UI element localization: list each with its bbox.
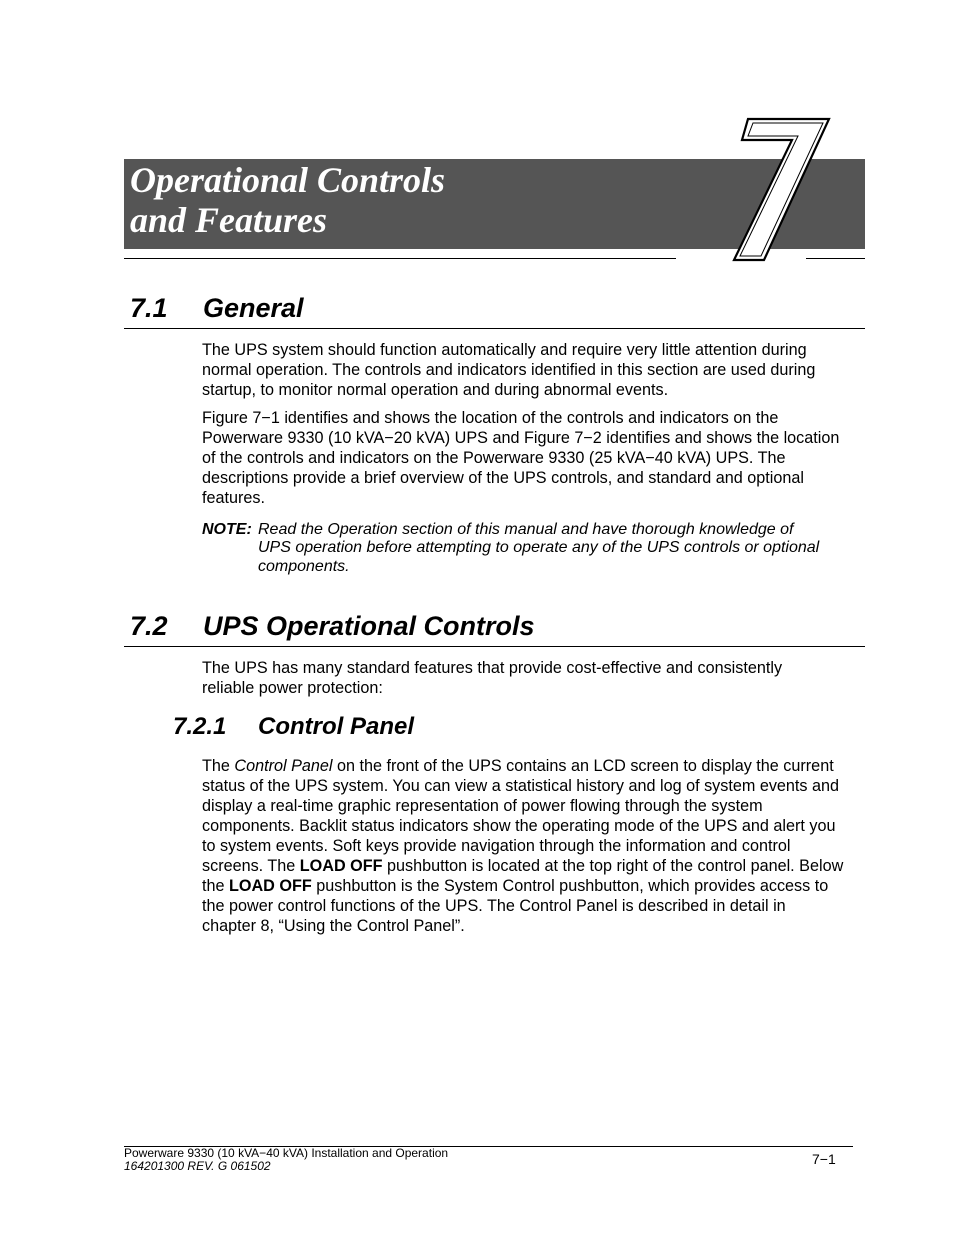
section-rule — [124, 646, 865, 647]
footer-doc-revision: 164201300 REV. G 061502 — [124, 1159, 271, 1173]
subsection-heading: Control Panel — [258, 713, 415, 740]
note — [202, 521, 822, 576]
paragraph-control-panel — [202, 756, 844, 936]
chapter-title-line2: and Features — [130, 200, 328, 240]
section-number: 7.1 — [130, 293, 168, 323]
page-number: 7−1 — [812, 1151, 836, 1167]
chapter-title-line1: Operational Controls — [130, 160, 446, 200]
emphasis-control-panel: Control Panel — [234, 757, 333, 775]
text-segment: pushbutton is located at the top right of the control panel. Below the — [202, 857, 844, 895]
section-title-general — [130, 292, 304, 324]
text-segment: on the front of the UPS contains an LCD screen to display the current status of the UPS system. You can view a statistical history and log of system events and display a real-time graphic representation of power flowing through the system components. Backlit status indicators show the operating mode of the UPS and alert you to system events. Soft keys provide navigation through the information and control screens. The — [202, 757, 840, 875]
paragraph: The UPS system should function automatically and require very little attention during normal operation. The controls and indicators identified in this section are used during startup, to monitor normal operation and during abnormal events. — [202, 341, 816, 399]
section-heading: General — [203, 293, 304, 323]
paragraph: Figure 7−1 identifies and shows the location of the controls and indicators on the Powerware 9330 (10 kVA−20 kVA) UPS and Figure 7−2 identifies and shows the location of the controls and indicators on the Powerware 9330 (25 kVA−40 kVA) UPS. The descriptions provide a brief overview of the UPS controls, and standard and optional features. — [202, 409, 840, 507]
section-rule — [124, 328, 865, 329]
text-segment: pushbutton is the System Control pushbutton, which provides access to the power control functions of the UPS. The Control Panel is described in detail in chapter 8, “Using the Control Panel”. — [202, 877, 829, 935]
subsection-title-control-panel — [173, 713, 414, 741]
chapter-title — [130, 160, 690, 240]
section-number: 7.2 — [130, 611, 168, 641]
section-title-ups-controls — [130, 610, 535, 642]
section-heading: UPS Operational Controls — [203, 611, 535, 641]
footer-doc-title: Powerware 9330 (10 kVA−40 kVA) Installation and Operation — [124, 1146, 449, 1160]
note-text: Read the Operation section of this manual and have thorough knowledge of UPS operation before attempting to operate any of the UPS controls or optional components. — [258, 521, 820, 575]
chapter-number-graphic — [724, 114, 840, 264]
paragraph: The UPS has many standard features that provide cost-effective and consistently reliable power protection: — [202, 659, 783, 697]
bold-load-off: LOAD OFF — [299, 857, 383, 875]
note-label: NOTE: — [202, 521, 252, 538]
bold-load-off: LOAD OFF — [229, 877, 312, 895]
footer-doc-info — [124, 1147, 448, 1173]
subsection-number: 7.2.1 — [173, 713, 227, 740]
text-segment: The — [202, 757, 235, 775]
